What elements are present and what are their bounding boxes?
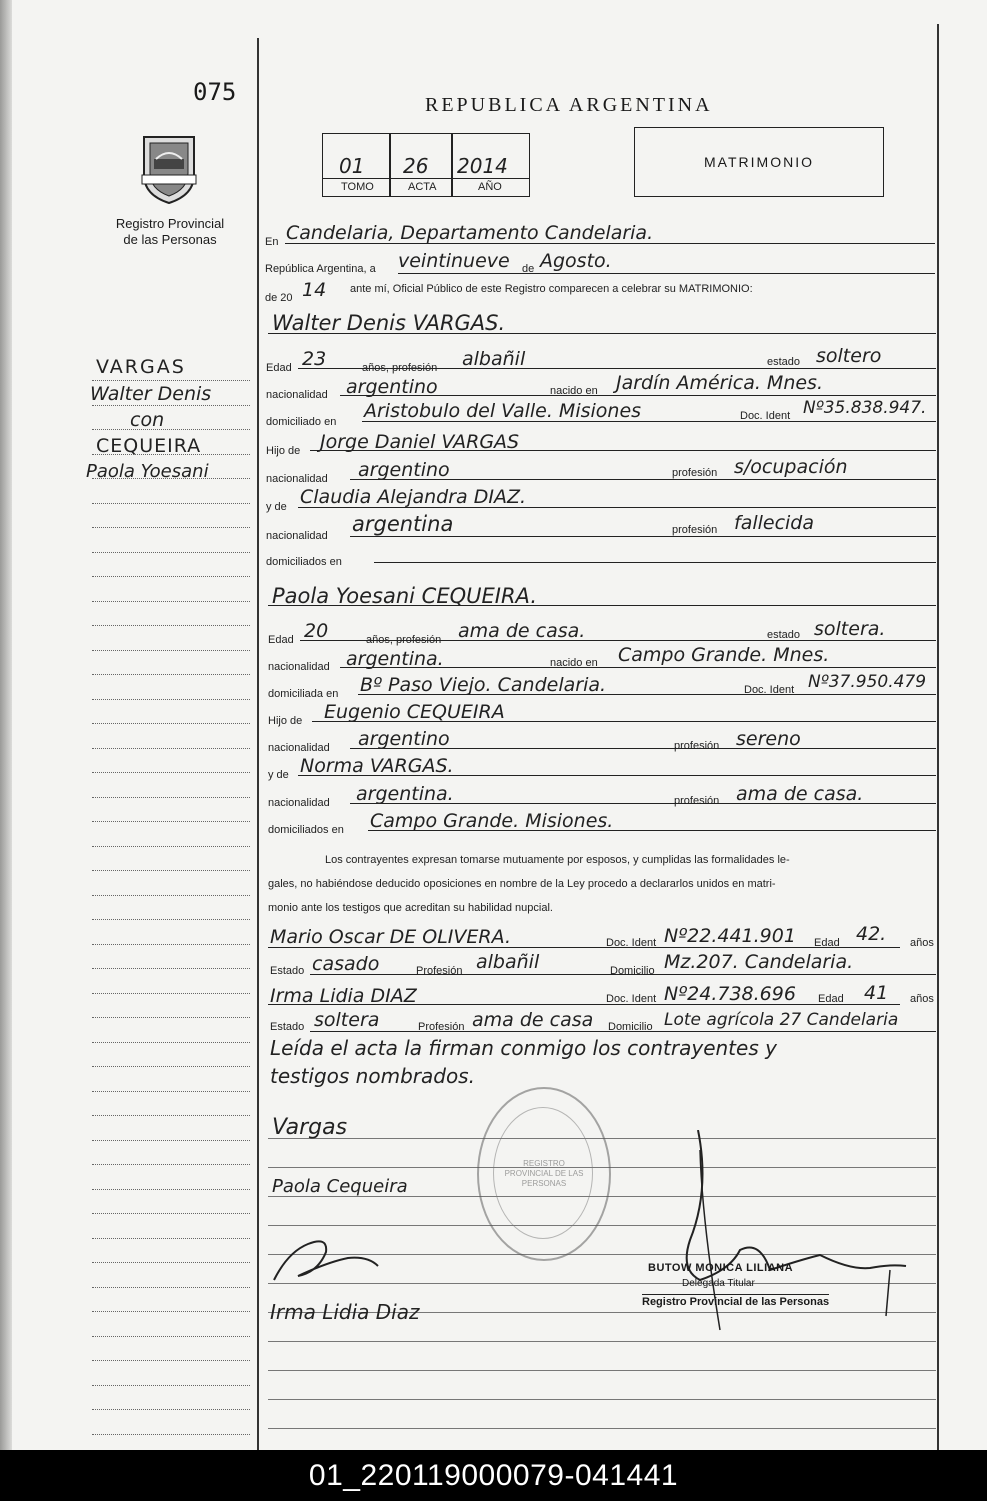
year-prefix: de 20 (265, 292, 293, 304)
margin-rule-line (92, 1385, 250, 1386)
groom-doc-label: Doc. Ident (740, 410, 791, 422)
witness1-doc-label: Doc. Ident (606, 937, 657, 949)
witness2-dom-label: Domicilio (608, 1021, 653, 1033)
margin-rule-line (92, 1238, 250, 1239)
document-title: REPUBLICA ARGENTINA (425, 94, 713, 116)
witness2-estado: soltera (314, 1009, 380, 1031)
margin-rule (257, 38, 259, 1450)
bride-dom-label: domiciliada en (268, 688, 339, 700)
bride-father-prof: sereno (736, 728, 801, 750)
witness1-estado-label: Estado (270, 965, 305, 977)
groom-father-prof: s/ocupación (734, 456, 848, 478)
declaration-line2: gales, no habiéndose deducido oposiciones en nombre de la Ley procedo a declararlos unidos en matri- (268, 878, 776, 890)
margin-rule-line (92, 1115, 250, 1116)
groom-father: Jorge Daniel VARGAS (320, 431, 520, 453)
bride-nac-label: nacionalidad (268, 661, 330, 673)
margin-rule-line (92, 1140, 250, 1141)
witness1-anos-label: años (910, 937, 934, 949)
official-office: Registro Provincial de las Personas (642, 1296, 830, 1308)
registry-line2: de las Personas (123, 232, 217, 247)
year-suffix: 14 (302, 279, 327, 301)
bride-nacido-label: nacido en (550, 657, 598, 669)
witness1-prof: albañil (476, 951, 540, 973)
groom-anos-label: años, profesión (362, 362, 438, 374)
margin-rule-line (92, 601, 250, 602)
groom-doms-label: domiciliados en (266, 556, 342, 568)
margin-rule-line (92, 772, 250, 773)
witness1-name: Mario Oscar DE OLIVERA. (270, 926, 511, 948)
witness1-dom: Mz.207. Candelaria. (664, 951, 854, 973)
margin-rule-line (92, 527, 250, 528)
margin-rule-line (92, 429, 250, 430)
en-label: En (265, 236, 279, 248)
bride-yde-label: y de (268, 769, 289, 781)
stamp-text: REGISTRO PROVINCIAL DE LAS PERSONAS (504, 1159, 584, 1188)
bride-father-nac: argentino (358, 728, 450, 750)
margin-rule-line (92, 968, 250, 969)
signature-groom: Vargas (272, 1115, 348, 1140)
bride-mother: Norma VARGAS. (300, 755, 454, 777)
act-type-box (634, 127, 884, 197)
bride-doms-label: domiciliados en (268, 824, 344, 836)
margin-rule-line (92, 944, 250, 945)
witness1-edad: 42. (856, 923, 887, 945)
groom-mother: Claudia Alejandra DIAZ. (300, 486, 527, 508)
ante-text: ante mí, Oficial Público de este Registro comparecen a celebrar su MATRIMONIO: (350, 283, 753, 295)
ano-value: 2014 (457, 154, 508, 178)
groom-edad: 23 (302, 348, 327, 370)
official-name: BUTOW MONICA LILIANA (648, 1262, 794, 1274)
margin-rule-line (92, 478, 250, 479)
margin-rule-line (92, 1336, 250, 1337)
bride-nac: argentina. (346, 648, 444, 670)
bride-father-prof-label: profesión (674, 740, 720, 752)
groom-yde-label: y de (266, 501, 287, 513)
witness1-edad-label: Edad (814, 937, 840, 949)
margin-rule-line (92, 919, 250, 920)
margin-rule-line (92, 503, 250, 504)
book-spine (0, 0, 12, 1450)
margin-rule-line (92, 846, 250, 847)
margin-rule-line (92, 699, 250, 700)
bride-father: Eugenio CEQUEIRA (324, 701, 505, 723)
groom-nacido-label: nacido en (550, 385, 598, 397)
margin-rule-line (92, 576, 250, 577)
groom-edad-label: Edad (266, 362, 292, 374)
bride-mother-nac: argentina. (356, 783, 454, 805)
bride-estado: soltera. (814, 618, 886, 640)
groom-mother-nac-label: nacionalidad (266, 530, 328, 542)
margin-rule-line (92, 1262, 250, 1263)
margin-surname-groom: VARGAS (96, 356, 186, 378)
tomo-acta-box (322, 133, 530, 197)
closing-line1: Leída el acta la firman conmigo los contrayentes y (270, 1036, 777, 1060)
margin-rule-line (92, 405, 250, 406)
declaration-line3: monio ante los testigos que acreditan su habilidad nupcial. (268, 902, 553, 914)
margin-rule-line (92, 454, 250, 455)
ano-label: AÑO (478, 181, 502, 193)
acta-value: 26 (403, 154, 429, 178)
margin-rule-line (92, 797, 250, 798)
margin-rule-line (92, 1287, 250, 1288)
bride-name: Paola Yoesani CEQUEIRA. (272, 584, 537, 608)
right-rule (937, 24, 939, 1450)
body-rule-line (268, 1370, 936, 1371)
margin-rule-line (92, 552, 250, 553)
de-label: de (522, 263, 535, 275)
margin-rule-line (92, 1164, 250, 1165)
groom-nacido: Jardín América. Mnes. (616, 372, 823, 394)
bride-edad: 20 (304, 620, 329, 642)
margin-rule-line (92, 650, 250, 651)
bride-doc: Nº37.950.479 (808, 672, 927, 692)
groom-mother-prof: fallecida (734, 512, 815, 534)
margin-rule-line (92, 1213, 250, 1214)
witness2-doc: Nº24.738.696 (664, 983, 796, 1005)
official-seal-stamp (477, 1087, 611, 1261)
groom-estado: soltero (816, 345, 882, 367)
republica-label: República Argentina, a (265, 263, 376, 275)
declaration-line1: Los contrayentes expresan tomarse mutuamente por esposos, y cumplidas las formalidades le- (325, 854, 790, 866)
witness2-edad: 41 (864, 982, 889, 1004)
margin-rule-line (92, 993, 250, 994)
groom-mother-nac: argentina (352, 512, 454, 536)
bride-estado-label: estado (767, 629, 801, 641)
marriage-day: veintinueve (398, 250, 510, 272)
bride-profesion: ama de casa. (458, 620, 586, 642)
signature-bride: Paola Cequeira (272, 1176, 408, 1197)
bride-dom: Bº Paso Viejo. Candelaria. (360, 674, 607, 696)
bride-doc-label: Doc. Ident (744, 684, 795, 696)
bride-edad-label: Edad (268, 634, 294, 646)
margin-rule-line (92, 1066, 250, 1067)
witness2-dom: Lote agrícola 27 Candelaria (664, 1010, 899, 1030)
margin-name-groom: Walter Denis (90, 383, 212, 405)
witness1-prof-label: Profesión (416, 965, 463, 977)
marriage-place: Candelaria, Departamento Candelaria. (286, 222, 654, 244)
margin-rule-line (92, 1091, 250, 1092)
groom-profesion: albañil (462, 348, 526, 370)
witness2-edad-label: Edad (818, 993, 844, 1005)
margin-surname-bride: CEQUEIRA (96, 435, 202, 457)
acta-label: ACTA (408, 181, 437, 193)
margin-rule-line (92, 821, 250, 822)
provincia-misiones-emblem-icon (136, 131, 202, 205)
body-rule-line (268, 1428, 936, 1429)
margin-rule-line (92, 674, 250, 675)
bride-mother-prof-label: profesión (674, 795, 720, 807)
margin-rule-line (92, 1409, 250, 1410)
margin-rule-line (92, 1360, 250, 1361)
margin-rule-line (92, 723, 250, 724)
groom-nac: argentino (346, 376, 438, 398)
groom-dom: Aristobulo del Valle. Misiones (364, 400, 642, 422)
margin-rule-line (92, 1434, 250, 1435)
bride-nacido: Campo Grande. Mnes. (618, 644, 830, 666)
signature-official (640, 1130, 910, 1350)
margin-rule-line (92, 870, 250, 871)
groom-estado-label: estado (767, 356, 801, 368)
margin-rule-line (92, 895, 250, 896)
act-type-label: MATRIMONIO (704, 154, 814, 170)
bride-hijo-label: Hijo de (268, 715, 303, 727)
margin-rule-line (92, 748, 250, 749)
witness1-doc: Nº22.441.901 (664, 925, 796, 947)
margin-rule-line (92, 1017, 250, 1018)
signature-witness1 (268, 1222, 388, 1292)
witness2-name: Irma Lidia DIAZ (270, 985, 417, 1007)
bride-mother-prof: ama de casa. (736, 783, 864, 805)
footer-identifier: 01_220119000079-041441 (0, 1450, 987, 1501)
body-rule-line (268, 1399, 936, 1400)
margin-rule-line (92, 1311, 250, 1312)
registry-line1: Registro Provincial (115, 216, 225, 231)
witness2-estado-label: Estado (270, 1021, 305, 1033)
bride-doms: Campo Grande. Misiones. (370, 810, 614, 832)
closing-line2: testigos nombrados. (270, 1064, 475, 1088)
margin-connector: con (130, 409, 165, 431)
groom-hijo-label: Hijo de (266, 445, 301, 457)
witness1-estado: casado (312, 953, 380, 975)
groom-father-nac-label: nacionalidad (266, 473, 328, 485)
signature-witness2: Irma Lidia Diaz (270, 1300, 420, 1324)
groom-dom-label: domiciliado en (266, 416, 337, 428)
marriage-month: Agosto. (540, 250, 612, 272)
witness2-doc-label: Doc. Ident (606, 993, 657, 1005)
bride-mother-nac-label: nacionalidad (268, 797, 330, 809)
margin-rule-line (92, 1189, 250, 1190)
groom-name: Walter Denis VARGAS. (272, 311, 506, 335)
groom-father-nac: argentino (358, 459, 450, 481)
margin-rule-line (92, 625, 250, 626)
page-number: 075 (193, 78, 237, 106)
groom-doc: Nº35.838.947. (803, 398, 927, 418)
margin-rule-line (92, 1042, 250, 1043)
registry-label (95, 216, 245, 248)
official-role: Delegada Titular (682, 1278, 755, 1289)
witness2-prof-label: Profesión (418, 1021, 465, 1033)
witness1-dom-label: Domicilio (610, 965, 655, 977)
bride-father-nac-label: nacionalidad (268, 742, 330, 754)
groom-mother-prof-label: profesión (672, 524, 718, 536)
tomo-label: TOMO (341, 181, 374, 193)
margin-name-bride: Paola Yoesani (86, 461, 209, 482)
groom-nac-label: nacionalidad (266, 389, 328, 401)
witness2-anos-label: años (910, 993, 934, 1005)
witness2-prof: ama de casa (472, 1009, 594, 1031)
tomo-value: 01 (339, 154, 365, 178)
margin-rule-line (92, 380, 250, 381)
bride-anos-label: años, profesión (366, 634, 442, 646)
groom-father-prof-label: profesión (672, 467, 718, 479)
